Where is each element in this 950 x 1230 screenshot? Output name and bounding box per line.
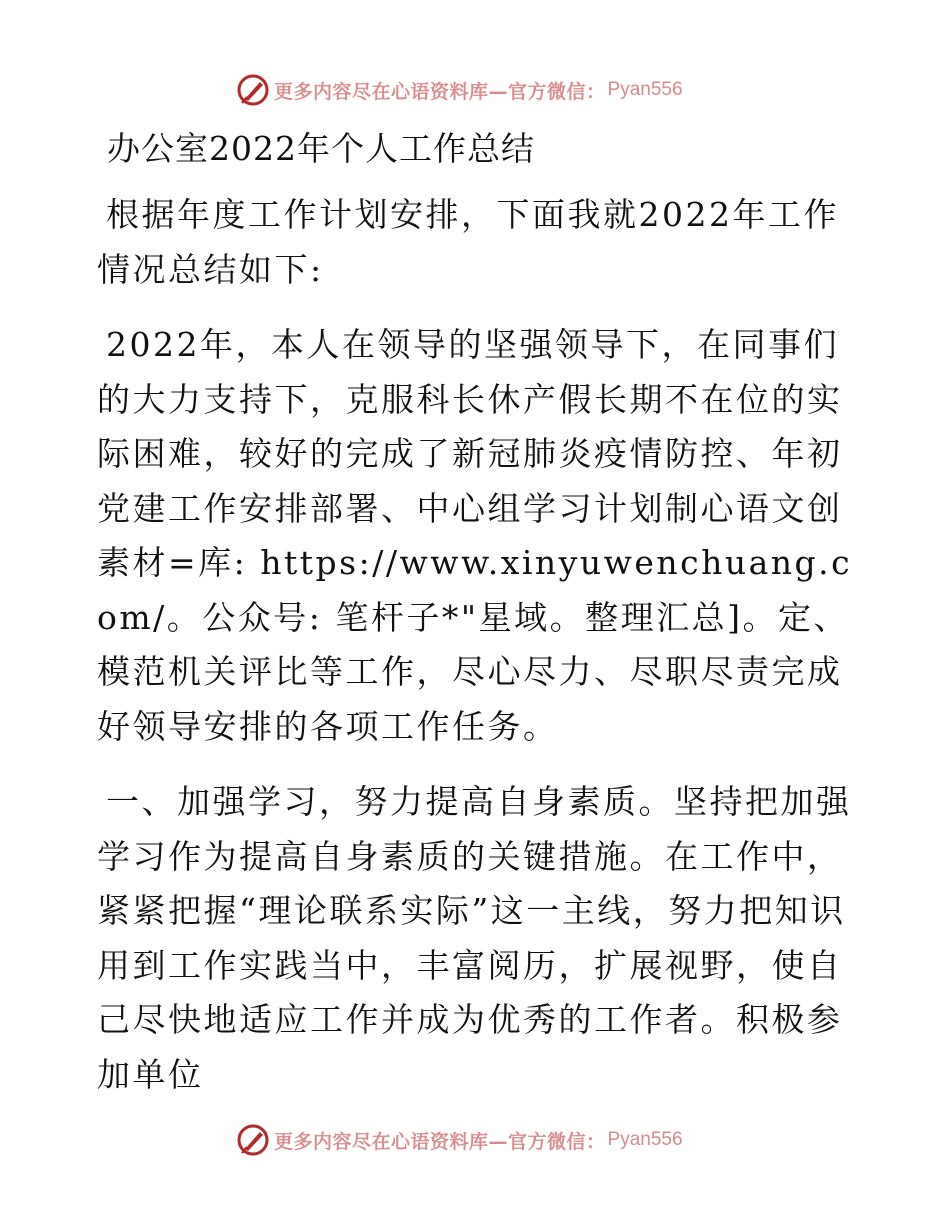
watermark-text: 更多内容尽在心语资料库—官方微信： — [274, 80, 606, 103]
quill-pen-logo-icon — [236, 1123, 270, 1157]
header-watermark — [236, 72, 683, 108]
document-body — [97, 124, 857, 1123]
watermark-text: 更多内容尽在心语资料库—官方微信： — [274, 1130, 606, 1153]
watermark-wechat-id: Pyan556 — [607, 1129, 683, 1150]
paragraph-intro: 根据年度工作计划安排，下面我就2022年工作情况总结如下: — [97, 195, 839, 289]
paragraph-overview: 2022年，本人在领导的坚强领导下，在同事们的大力支持下，克服科长休产假长期不在位的实际困难，较好的完成了新冠肺炎疫情防控、年初党建工作安排部署、中心组学习计划制心语文创素材=库: https://www.xinyuwenchuang.com/。公众号: 笔杆子*"星域。整理汇总]。定、模范机关评比等工作，尽心尽力、尽职尽责完成好领导安排的各项工作任务。 — [97, 325, 853, 746]
footer-watermark — [236, 1122, 683, 1158]
watermark-wechat-id: Pyan556 — [607, 79, 683, 100]
document-title: 办公室2022年个人工作总结 — [107, 129, 535, 168]
quill-pen-logo-icon — [236, 73, 270, 107]
paragraph-section-one: 一、加强学习，努力提高自身素质。坚持把加强学习作为提高自身素质的关键措施。在工作中，紧紧把握“理论联系实际”这一主线，努力把知识用到工作实践当中，丰富阅历，扩展视野，使自己尽快地适应工作并成为优秀的工作者。积极参加单位 — [97, 782, 852, 1094]
